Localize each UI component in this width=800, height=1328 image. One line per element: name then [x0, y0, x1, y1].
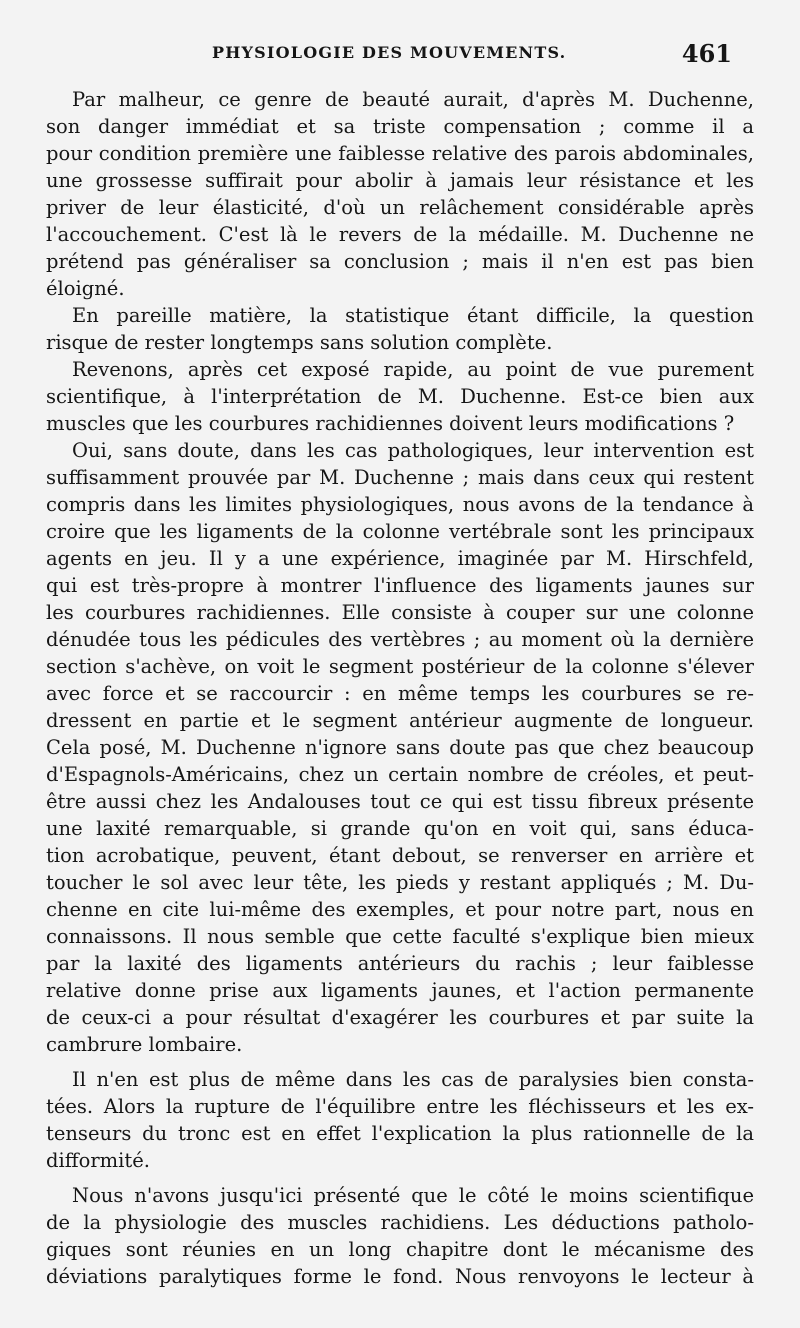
- text-line: dressent en partie et le segment antérieur augmente de longueur.: [46, 709, 754, 732]
- text-line: scientifique, à l'interprétation de M. Duchenne. Est-ce bien aux: [46, 385, 754, 408]
- text-line: Oui, sans doute, dans les cas pathologiques, leur intervention est: [72, 439, 754, 462]
- text-line: tenseurs du tronc est en effet l'explication la plus rationnelle de la: [46, 1122, 754, 1145]
- running-head: PHYSIOLOGIE DES MOUVEMENTS.: [212, 43, 567, 62]
- text-line: d'Espagnols-Américains, chez un certain nombre de créoles, et peut-: [46, 763, 754, 786]
- text-line: les courbures rachidiennes. Elle consiste à couper sur une colonne: [46, 601, 754, 624]
- text-line: Revenons, après cet exposé rapide, au point de vue purement: [72, 358, 754, 381]
- text-line: relative donne prise aux ligaments jaunes, et l'action permanente: [46, 979, 754, 1002]
- text-line: section s'achève, on voit le segment postérieur de la colonne s'élever: [46, 655, 754, 678]
- page-header: [46, 40, 762, 70]
- text-line: qui est très-propre à montrer l'influence des ligaments jaunes sur: [46, 574, 754, 597]
- text-line: de la physiologie des muscles rachidiens. Les déductions patholo-: [46, 1211, 754, 1234]
- text-line: priver de leur élasticité, d'où un relâchement considérable après: [46, 196, 754, 219]
- text-line: de ceux-ci a pour résultat d'exagérer les courbures et par suite la: [46, 1006, 754, 1029]
- text-line: déviations paralytiques forme le fond. Nous renvoyons le lecteur à: [46, 1265, 754, 1288]
- text-line: Par malheur, ce genre de beauté aurait, d'après M. Duchenne,: [72, 88, 754, 111]
- text-line: par la laxité des ligaments antérieurs du rachis ; leur faiblesse: [46, 952, 754, 975]
- paragraph-6: [46, 1182, 754, 1290]
- text-line: tion acrobatique, peuvent, étant debout, se renverser en arrière et: [46, 844, 754, 867]
- text-line: En pareille matière, la statistique étant difficile, la question: [72, 304, 754, 327]
- text-line: difformité.: [46, 1149, 150, 1172]
- text-line: chenne en cite lui-même des exemples, et pour notre part, nous en: [46, 898, 754, 921]
- text-line: éloigné.: [46, 277, 125, 300]
- paragraph-4: [46, 437, 754, 1058]
- text-line: toucher le sol avec leur tête, les pieds y restant appliqués ; M. Du-: [46, 871, 754, 894]
- text-line: compris dans les limites physiologiques, nous avons de la tendance à: [46, 493, 754, 516]
- paragraph-1: [46, 86, 754, 302]
- text-line: connaissons. Il nous semble que cette faculté s'explique bien mieux: [46, 925, 754, 948]
- text-line: Nous n'avons jusqu'ici présenté que le côté le moins scientifique: [72, 1184, 754, 1207]
- text-line: l'accouchement. C'est là le revers de la médaille. M. Duchenne ne: [46, 223, 754, 246]
- text-line: cambrure lombaire.: [46, 1033, 243, 1056]
- text-line: prétend pas généraliser sa conclusion ; mais il n'en est pas bien: [46, 250, 754, 273]
- text-line: tées. Alors la rupture de l'équilibre entre les fléchisseurs et les ex-: [46, 1095, 754, 1118]
- paragraph-5: [46, 1066, 754, 1174]
- text-line: suffisamment prouvée par M. Duchenne ; mais dans ceux qui restent: [46, 466, 754, 489]
- page-body: [46, 86, 754, 1290]
- text-line: muscles que les courbures rachidiennes doivent leurs modifications ?: [46, 412, 735, 435]
- text-line: une laxité remarquable, si grande qu'on en voit qui, sans éduca-: [46, 817, 754, 840]
- paragraph-2: [46, 302, 754, 356]
- text-line: pour condition première une faiblesse relative des parois abdominales,: [46, 142, 754, 165]
- text-line: être aussi chez les Andalouses tout ce qui est tissu fibreux présente: [46, 790, 754, 813]
- text-line: risque de rester longtemps sans solution complète.: [46, 331, 553, 354]
- text-line: croire que les ligaments de la colonne vertébrale sont les principaux: [46, 520, 754, 543]
- text-line: une grossesse suffirait pour abolir à jamais leur résistance et les: [46, 169, 754, 192]
- text-line: giques sont réunies en un long chapitre dont le mécanisme des: [46, 1238, 754, 1261]
- text-line: son danger immédiat et sa triste compensation ; comme il a: [46, 115, 754, 138]
- text-line: Il n'en est plus de même dans les cas de paralysies bien consta-: [72, 1068, 754, 1091]
- paragraph-3: [46, 356, 754, 437]
- text-line: dénudée tous les pédicules des vertèbres ; au moment où la dernière: [46, 628, 754, 651]
- text-line: agents en jeu. Il y a une expérience, imaginée par M. Hirschfeld,: [46, 547, 754, 570]
- page-number: 461: [681, 39, 732, 68]
- text-line: Cela posé, M. Duchenne n'ignore sans doute pas que chez beaucoup: [46, 736, 754, 759]
- text-line: avec force et se raccourcir : en même temps les courbures se re-: [46, 682, 754, 705]
